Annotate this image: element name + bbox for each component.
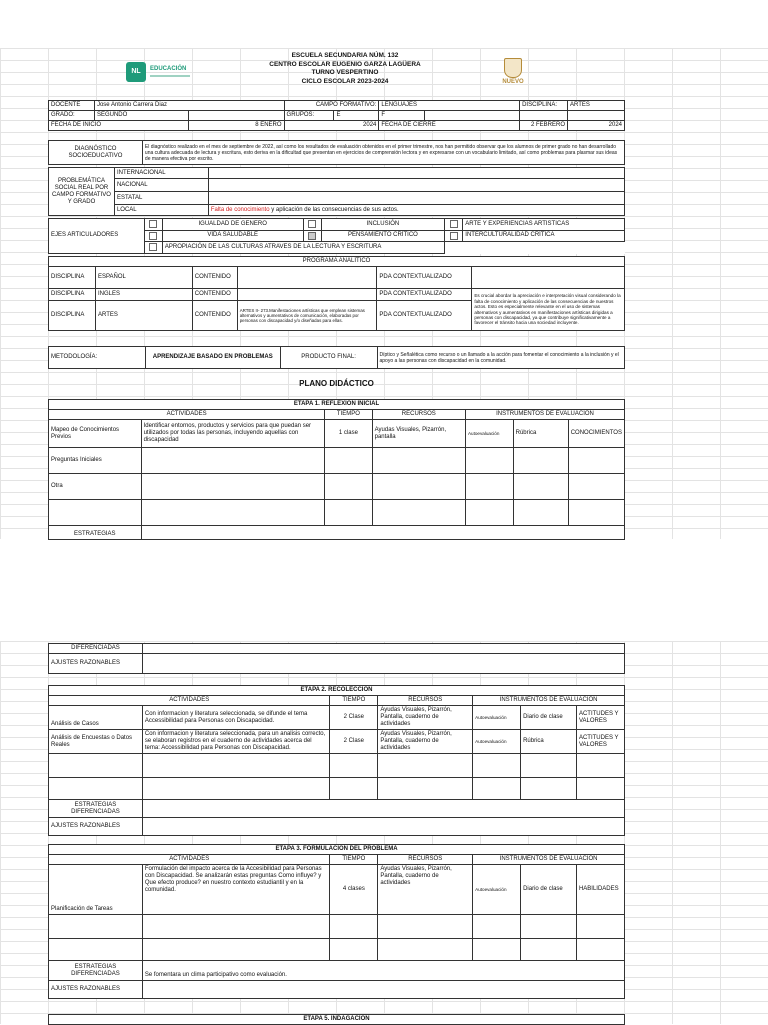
etapa3-row-label: Planificación de Tareas [49,865,143,915]
etapa1-row1-label: Mapeo de Conocimientos Previos [49,420,142,448]
etapa2-table [48,685,625,836]
etapa3-estrategias: ESTRATEGIAS DIFERENCIADAS [49,961,143,981]
inicio-mes: ENERO [260,122,282,128]
eje-vida-saludable: VIDA SALUDABLE [162,230,303,242]
docente-value[interactable]: Jose Antonio Carrera Diaz [94,101,284,111]
contenido-label-3: CONTENIDO [192,301,237,331]
contenido-espanol[interactable] [237,267,377,289]
etapa3-row-text[interactable]: Formulación del impacto acerca de la Accesibilidad para Personas con Discapacidad. Se analizarán estas preguntas Como influye? y Que efecto produce? en nuestro contexto estudiantil y en la comunidad. [142,865,330,915]
etapa3-title: ETAPA 3. FORMULACIÓN DEL PROBLEMA [49,845,625,855]
local-rest-text: y aplicación de las consecuencias de sus actos. [269,206,399,213]
eje-apropiacion: APROPIACIÓN DE LAS CULTURAS ATRAVES DE LA LECTURA Y ESCRITURA [162,242,444,254]
etapa3-row-tiempo[interactable]: 4 clases [330,865,378,915]
header-line-2: CENTRO ESCOLAR EUGENIO GARZA LAGÜERA [269,60,421,68]
producto-value[interactable]: Díptico y Señalética como recurso o un llamado a la acción para fomentar el conocimiento a la inclusión y el apoyo a las personas con discapacidad en la comunidad. [377,347,625,369]
etapa2-estrategias-value[interactable] [142,800,624,818]
checkbox-interculturalidad[interactable] [450,232,458,240]
continuation-table [48,643,625,674]
etapa1-row1-text[interactable]: Identificar entornos, productos y servicios para que puedan ser utilizados por todas las personas, incluyendo aquellas con discapacidad [141,420,325,448]
inicio-anio[interactable]: 2024 [284,121,379,131]
etapa2-row1-tipo[interactable]: ACTITUDES Y VALORES [576,706,624,730]
etapa2-title: ETAPA 2. RECOLECCIÓN [49,686,625,696]
etapa3-row-inst[interactable]: Diario de clase [521,865,577,915]
etapa2-row2-inst[interactable]: Rúbrica [521,730,577,754]
producto-label: PRODUCTO FINAL: [280,347,377,369]
etapa2-row1-label: Análisis de Casos [49,706,143,730]
grado-value[interactable]: SEGUNDO [94,111,188,121]
logo-educacion-text: EDUCACIÓN [150,66,187,72]
header-line-1: ESCUELA SECUNDARIA NÚM. 132 [291,52,399,59]
etapa5-table [48,1014,625,1025]
etapa3-estrategias-value[interactable]: Se fomentara un clima participativo como evaluación. [142,961,624,981]
local-value[interactable] [208,205,624,216]
checkbox-pensamiento-critico[interactable] [308,232,316,240]
etapa2-estrategias: ESTRATEGIAS DIFERENCIADAS [49,800,143,818]
diagnostico-label: DIAGNÓSTICO SOCIOEDUCATIVO [49,141,143,165]
etapa2-col-tiempo: TIEMPO [330,696,378,706]
problematica-label: PROBLEMÁTICA SOCIAL REAL POR CAMPO FORMATIVO Y GRADO [49,168,115,216]
col-recursos: RECURSOS [372,410,465,420]
etapa3-col-instrumentos: INSTRUMENTOS DE EVALUACIÓN [473,855,625,865]
pda-artes-text[interactable]: Es crucial abordar la apreciación e interpretación visual considerando la falta de conocimiento y aplicación de las consecuencias de nuestros actos. Esto es especialmente relevante en el uso de sistemas alternativos y aumentativos en manifestaciones artísticas dirigidas a personas con discapacidad, ya que contribuye significativamente a favorecer el tránsito hacia una sociedad incluyente. [472,289,625,331]
etapa2-col-instrumentos: INSTRUMENTOS DE EVALUACIÓN [473,696,625,706]
etapa1-row1-recursos[interactable]: Ayudas Visuales, Pizarrón, pantalla [372,420,465,448]
col-actividades: ACTIVIDADES [49,410,325,420]
cierre-label: FECHA DE CIERRE [379,121,520,131]
etapa3-table [48,844,625,999]
etapa3-col-recursos: RECURSOS [378,855,473,865]
etapa2-row2-text[interactable]: Con informacion y literatura seleccionada, para un analisis correcto, se elaboran registros en el cuaderno de actividades acerca del tema: Accessibilidad para Personas con Discapacidad. [142,730,330,754]
nacional-value[interactable] [208,179,624,192]
continuation-ajustes: AJUSTES RAZONABLES [49,654,143,674]
campo-label: CAMPO FORMATIVO: [284,101,379,111]
eje-inclusion: INCLUSIÓN [321,219,445,231]
metodologia-value[interactable]: APRENDIZAJE BASADO EN PROBLEMAS [145,347,280,369]
etapa1-row2-label: Preguntas Iniciales [49,448,142,474]
etapa1-title: ETAPA 1. REFLEXIÓN INICIAL [49,400,625,410]
internacional-value[interactable] [208,168,624,179]
contenido-artes[interactable]: ARTES II- 273.Manifestaciones artísticas que emplean sistemas alternativos y aumentativos de comunicación, elaboradas por personas con discapacidad y/o diseñadas para ellas. [237,301,377,331]
cierre-dia-mes[interactable]: 2 FEBRERO [520,121,568,131]
school-header [200,52,490,86]
inicio-dia[interactable]: 8 ENERO [188,121,284,131]
disciplina-label-1: DISCIPLINA [49,267,96,289]
campo-value[interactable]: LENGUAJES [379,101,520,111]
etapa3-col-actividades: ACTIVIDADES [49,855,330,865]
inicio-label: FECHA DE INICIO [49,121,189,131]
local-label: LOCAL [114,205,208,216]
nl-badge-icon: NL [126,62,146,82]
etapa2-row1-tiempo[interactable]: 2 Clase [330,706,378,730]
etapa3-row-auto[interactable]: Autoevaluación [473,865,521,915]
grupos-label: GRUPOS: [284,111,334,121]
shield-icon [504,58,522,78]
eje-pensamiento-critico: PENSAMIENTO CRÍTICO [321,230,445,242]
etapa2-row2-tipo[interactable]: ACTITUDES Y VALORES [576,730,624,754]
etapa2-row1-text[interactable]: Con informacion y literatura seleccionada, se difunde el tema Accessibilidad para Personas con Discapacidad. [142,706,330,730]
checkbox-vida-saludable[interactable] [149,232,157,240]
etapa1-row1-tiempo[interactable]: 1 clase [325,420,372,448]
pda-espanol[interactable] [472,267,625,289]
etapa1-row1-inst[interactable]: Rúbrica [513,420,568,448]
grupo2-value[interactable]: F [379,111,425,121]
logo-tagline-bar [150,75,190,77]
etapa3-col-tiempo: TIEMPO [330,855,378,865]
continuation-diferenciadas: DIFERENCIADAS [49,644,143,654]
programa-title: PROGRAMA ANALÍTICO [49,257,625,267]
checkbox-apropiacion[interactable] [149,243,157,251]
etapa3-row-tipo[interactable]: HABILIDADES [576,865,624,915]
etapa2-col-recursos: RECURSOS [378,696,473,706]
nacional-label: NACIONAL [114,179,208,192]
ejes-label: EJES ARTICULADORES [49,219,145,254]
etapa2-row2-label: Análisis de Encuestas o Datos Reales [49,730,143,754]
etapa3-ajustes-value[interactable] [142,981,624,999]
disciplina-label: DISCIPLINA: [520,101,568,111]
etapa5-title: ETAPA 5. INDAGACIÓN [49,1015,625,1025]
col-instrumentos: INSTRUMENTOS DE EVALUACIÓN [465,410,624,420]
pda-label-2: PDA CONTEXTUALIZADO [377,289,472,301]
etapa3-row-recursos[interactable]: Ayudas Visuales, Pizarrón, Pantalla, cuaderno de actividades [378,865,473,915]
etapa2-row1-auto[interactable]: Autoevaluación [473,706,521,730]
etapa3-ajustes: AJUSTES RAZONABLES [49,981,143,999]
checkbox-igualdad[interactable] [149,220,157,228]
etapa2-row1-inst[interactable]: Diario de clase [521,706,577,730]
etapa2-ajustes-value[interactable] [142,818,624,836]
contenido-ingles[interactable] [237,289,377,301]
etapa1-row1-tipo[interactable]: CONOCIMIENTOS [568,420,624,448]
etapa1-table [48,399,625,540]
ejes-table [48,218,625,254]
etapa2-col-actividades: ACTIVIDADES [49,696,330,706]
header-line-3: TURNO VESPERTINO [311,69,379,76]
col-tiempo: TIEMPO [325,410,372,420]
disciplina-ingles[interactable]: INGLES [95,289,192,301]
estatal-label: ESTATAL [114,192,208,205]
grupo1-value[interactable]: E [334,111,379,121]
eje-arte: ARTE Y EXPERIENCIAS ARTISTICAS [463,219,625,231]
contenido-label-1: CONTENIDO [192,267,237,289]
eje-igualdad: IGUALDAD DE GENERO [162,219,303,231]
cierre-mes: FEBRERO [536,122,566,128]
etapa2-row1-recursos[interactable]: Ayudas Visuales, Pizarrón, Pantalla, cuaderno de actividades [378,706,473,730]
docente-label: DOCENTE [49,101,95,111]
etapa2-ajustes: AJUSTES RAZONABLES [49,818,143,836]
problematica-table [48,167,625,216]
pda-label-3: PDA CONTEXTUALIZADO [377,301,472,331]
plano-title: PLANO DIDÁCTICO [299,379,374,388]
diagnostico-text[interactable]: El diagnóstico realizado en el mes de septiembre de 2022, así como los resultados de evaluación obtenidos en el primer trimestre, nos han permitido observar que los alumnos de primer grado no han desarrollado una cultura adecuada de lectura y escritura, esto deriva en la dificultad que presentan en ejercicios de comprensión lectora y en expresarse con un vocabulario limitado, así como problemas para plasmar sus ideas de manera efectiva por escrito. [142,141,624,165]
diagnostico-table [48,140,625,165]
metodologia-label: METODOLOGÍA: [49,347,146,369]
metodologia-table [48,346,625,369]
logo-nl-educacion [126,60,198,84]
checkbox-arte[interactable] [450,220,458,228]
page-gap [0,539,768,641]
etapa2-row2-tiempo[interactable]: 2 Clase [330,730,378,754]
continuation-ajustes-value[interactable] [142,654,624,674]
logo-nuevo-leon [496,58,530,92]
disciplina-artes[interactable]: ARTES [95,301,192,331]
info-table [48,100,625,131]
logo-nuevo-text: NUEVO [502,79,524,85]
checkbox-inclusion[interactable] [308,220,316,228]
internacional-label: INTERNACIONAL [114,168,208,179]
disciplina-espanol[interactable]: ESPAÑOL [95,267,192,289]
etapa1-row1-auto[interactable]: Autoevaluación [465,420,513,448]
disciplina-label-2: DISCIPLINA [49,289,96,301]
etapa1-row3-label: Otra [49,474,142,500]
contenido-label-2: CONTENIDO [192,289,237,301]
pda-label-1: PDA CONTEXTUALIZADO [377,267,472,289]
estatal-value[interactable] [208,192,624,205]
local-red-text: Falta de conocimiento [210,206,270,213]
cierre-anio[interactable]: 2024 [568,121,625,131]
programa-table [48,256,625,331]
etapa2-row2-recursos[interactable]: Ayudas Visuales, Pizarrón, Pantalla, cuaderno de actividades [378,730,473,754]
header-line-4: CICLO ESCOLAR 2023-2024 [301,77,389,85]
disciplina-value[interactable]: ARTES [568,101,625,111]
disciplina-label-3: DISCIPLINA [49,301,96,331]
etapa2-row2-auto[interactable]: Autoevaluación [473,730,521,754]
eje-interculturalidad: INTERCULTURALIDAD CRÍTICA [463,230,625,242]
etapa1-estrategias: ESTRATEGIAS [49,526,142,540]
grado-label: GRADO: [49,111,95,121]
